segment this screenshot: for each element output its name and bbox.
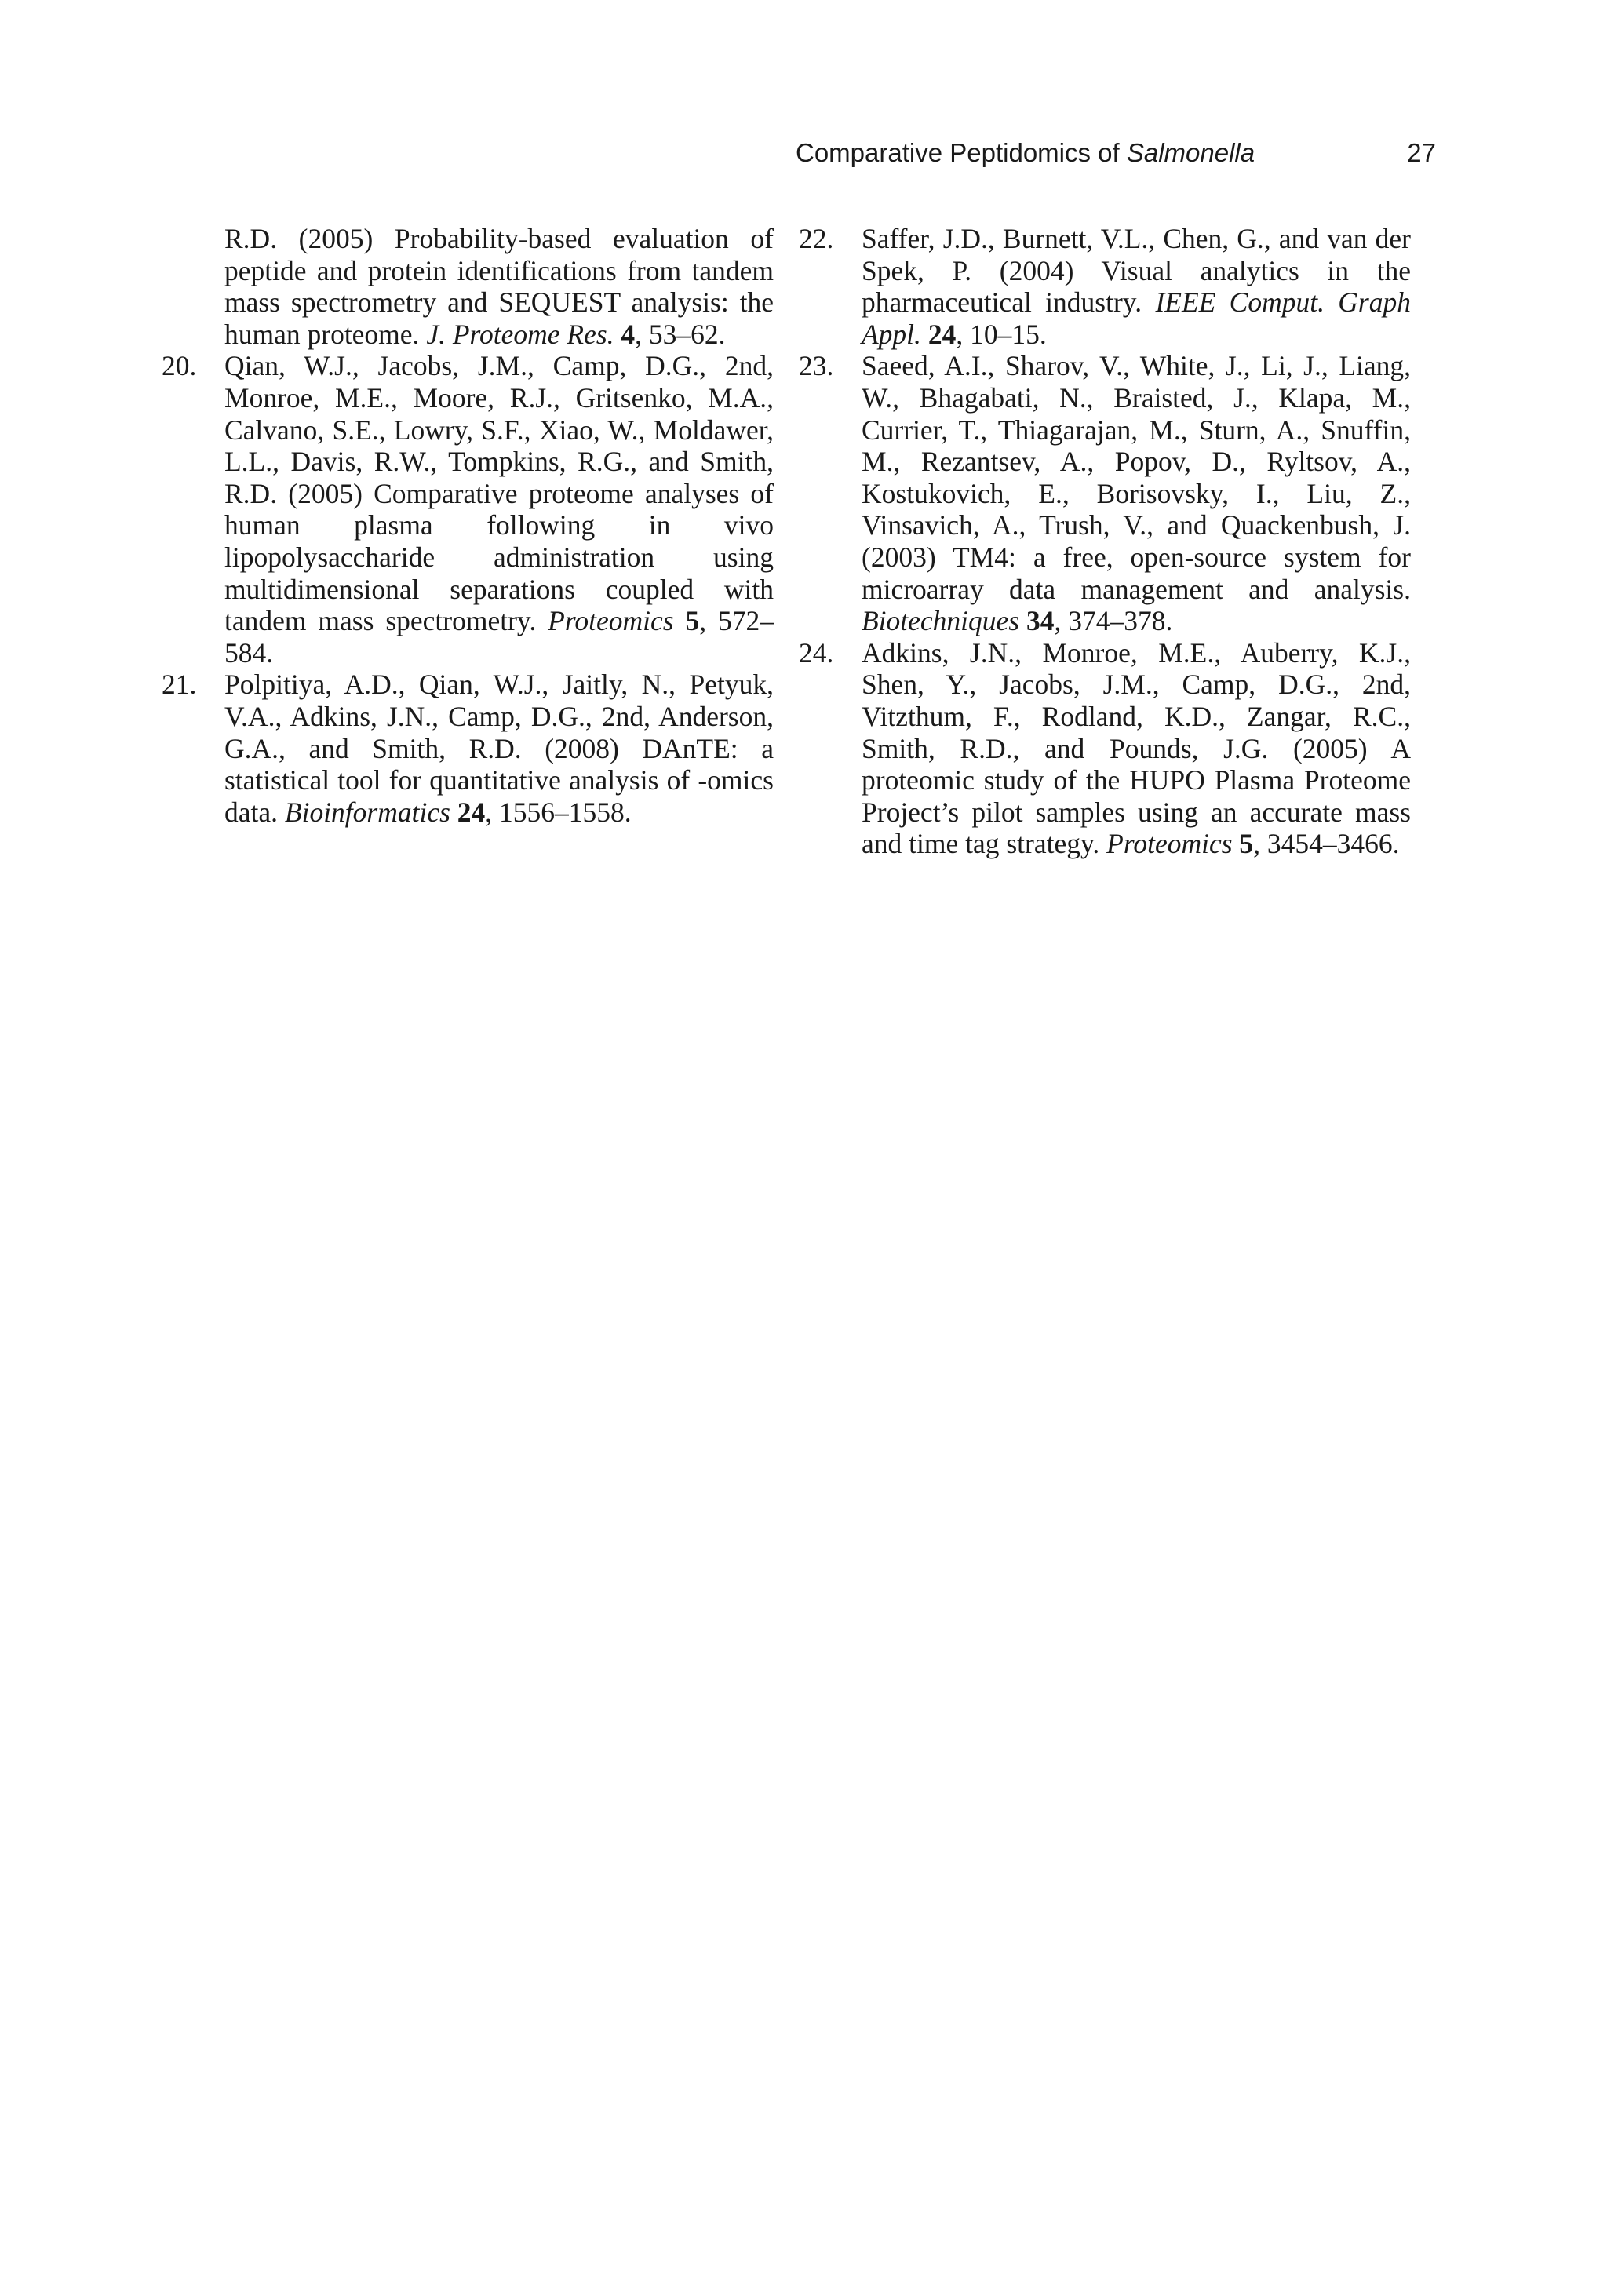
- volume-number: 24: [927, 318, 957, 350]
- reference-text: [862, 223, 1411, 350]
- reference-text-segment: Polpitiya, A.D., Qian, W.J., Jaitly, N., Petyuk, V.A., Adkins, J.N., Camp, D.G., 2nd, Anderson, G.A., and Smith, R.D. (2008) DAnTE: a statistical tool for quantitative analysis of -omics data.: [224, 669, 774, 828]
- reference-entry: [799, 223, 1411, 350]
- reference-text-segment: , 374–378.: [1054, 605, 1173, 637]
- reference-text-segment: Adkins, J.N., Monroe, M.E., Auberry, K.J., Shen, Y., Jacobs, J.M., Camp, D.G., 2nd, Vitzthum, F., Rodland, K.D., Zangar, R.C., Smith, R.D., and Pounds, J.G. (2005) A proteomic study of the HUPO Plasma Proteome Project’s pilot samples using an accurate mass and time tag strategy.: [862, 636, 1411, 860]
- reference-number: 21.: [162, 669, 197, 701]
- reference-text-segment: , 10–15.: [956, 318, 1047, 350]
- reference-text-segment: , 53–62.: [635, 318, 726, 350]
- running-head-title-text: Comparative Peptidomics of: [796, 138, 1127, 167]
- journal-title: Bioinformatics: [284, 796, 450, 828]
- reference-number: 22.: [799, 223, 834, 254]
- journal-title: IEEE Comput. Graph Appl.: [862, 286, 1411, 350]
- running-head-title-italic: Salmonella: [1126, 138, 1255, 167]
- volume-number: 4: [621, 318, 636, 350]
- reference-text-segment: [1019, 605, 1026, 636]
- reference-text-segment: , 572–584.: [224, 605, 774, 669]
- reference-entry: [162, 350, 774, 669]
- reference-text: [224, 669, 774, 828]
- reference-text: [224, 350, 774, 669]
- journal-title: J. Proteome Res.: [426, 318, 614, 350]
- volume-number: 5: [685, 605, 700, 637]
- page-number: 27: [1407, 138, 1436, 167]
- journal-title: Biotechniques: [862, 605, 1020, 637]
- reference-text-segment: [450, 796, 457, 828]
- reference-entry: [799, 636, 1411, 860]
- reference-entry: [224, 223, 774, 350]
- reference-text-segment: Qian, W.J., Jacobs, J.M., Camp, D.G., 2nd, Monroe, M.E., Moore, R.J., Gritsenko, M.A., Calvano, S.E., Lowry, S.F., Xiao, W., Moldawer, L.L., Davis, R.W., Tompkins, R.G., and Smith, R.D. (2005) Comparative proteome analyses of human plasma following in vivo lipopolysaccharide administration using multidimensional separations coupled with tandem mass spectrometry.: [224, 350, 774, 637]
- journal-title: Proteomics: [548, 605, 674, 637]
- journal-title: Proteomics: [1106, 828, 1233, 860]
- reference-text-segment: [921, 319, 928, 350]
- reference-text: [862, 350, 1411, 636]
- references-left-column: [162, 223, 774, 828]
- references-right-column: [799, 223, 1411, 860]
- reference-number: 20.: [162, 350, 197, 382]
- reference-text-segment: Saffer, J.D., Burnett, V.L., Chen, G., and van der Spek, P. (2004) Visual analytics in the pharmaceutical industry.: [862, 223, 1411, 319]
- reference-text-segment: R.D. (2005) Probability-based evaluation of peptide and protein identifications from tandem mass spectrometry and SEQUEST analysis: the human proteome.: [224, 223, 774, 350]
- running-head: [785, 133, 1436, 173]
- reference-text: [224, 223, 774, 350]
- volume-number: 34: [1026, 605, 1055, 637]
- reference-text-segment: , 1556–1558.: [485, 796, 632, 828]
- reference-text-segment: , 3454–3466.: [1253, 828, 1400, 860]
- running-head-title: [796, 133, 1255, 173]
- reference-text-segment: [674, 605, 686, 636]
- reference-text: [862, 637, 1411, 860]
- reference-entry: [162, 669, 774, 828]
- reference-entry: [799, 350, 1411, 637]
- reference-number: 23.: [799, 350, 834, 382]
- volume-number: 24: [457, 796, 486, 828]
- reference-text-segment: Saeed, A.I., Sharov, V., White, J., Li, J., Liang, W., Bhagabati, N., Braisted, J., Klapa, M., Currier, T., Thiagarajan, M., Sturn, A., Snuffin, M., Rezantsev, A., Popov, D., Ryltsov, A., Kostukovich, E., Borisovsky, I., Liu, Z., Vinsavich, A., Trush, V., and Quackenbush, J. (2003) TM4: a free, open-source system for microarray data management and analysis.: [862, 350, 1411, 605]
- volume-number: 5: [1239, 828, 1254, 860]
- reference-number: 24.: [799, 636, 834, 669]
